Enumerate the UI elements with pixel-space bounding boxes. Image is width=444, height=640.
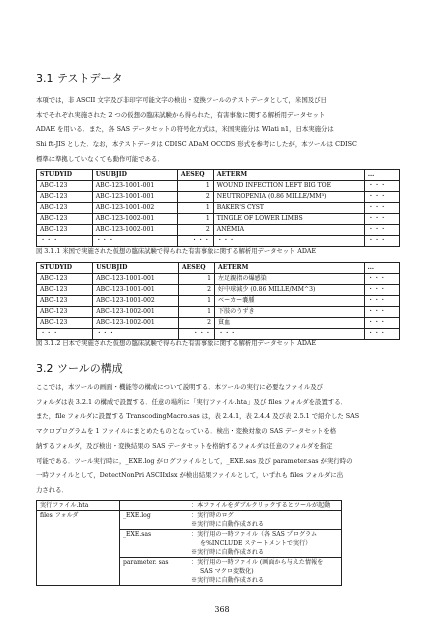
- cell: NEUTROPENIA (0.86 MILLE/MM³): [213, 192, 364, 203]
- para-line: 本項では，非 ASCII 文字及び非印字可能文字の検出・変換ツールのテストデータとして，米国及び日: [36, 96, 327, 104]
- cell: ABC-123: [37, 203, 93, 214]
- para-line: 力される．: [36, 485, 68, 494]
- figure-caption-3-1-1: 図 3.1.1 米国で実施された仮想の臨床試験で得られた有害事象に関する解析用データセット ADAE: [36, 248, 317, 255]
- cell: 1: [177, 181, 213, 192]
- col-header-usubjid: USUBJID: [92, 170, 177, 181]
- cell: ABC-123: [37, 307, 93, 318]
- cell: ABC-123: [37, 274, 93, 285]
- table-row: [37, 274, 400, 285]
- para-line: ここでは，本ツールの画面・機能等の構成について説明する．本ツールの実行に必要なファイル及び: [36, 383, 324, 391]
- table-row: [37, 520, 342, 530]
- table-row: [37, 329, 400, 340]
- table-row: [37, 192, 400, 203]
- cell: 好中球減少 (0.86 MILLE/MM^3): [215, 285, 365, 296]
- cell: ANÉMIA: [213, 225, 364, 236]
- cell: SAS マクロ変数化): [200, 568, 254, 575]
- para-line: また，file フォルダに設置する TranscodingMacro.sas は，表 2.4.1，表 2.4.4 及び表 2.5.1 で紹介した SAS: [36, 412, 360, 421]
- cell: 下肢のうずき: [215, 307, 365, 318]
- cell: 2: [178, 285, 214, 296]
- col-header-aeterm: AETERM: [215, 263, 365, 274]
- section-3-1-paragraph: [36, 93, 414, 167]
- col-header-usubjid: USUBJID: [93, 263, 179, 274]
- cell: parameter. sas: [120, 558, 189, 568]
- cell: ・・・: [92, 236, 177, 247]
- para-line: 一時ファイルとして，DetectNonPri ASCIIxlsx が検出結果ファイルとして，いずれも files フォルダに出: [36, 471, 344, 480]
- cell: [120, 539, 189, 548]
- table-row: [37, 236, 400, 247]
- cell: 1: [177, 214, 213, 225]
- cell: ABC-123: [37, 296, 93, 307]
- page-number: 368: [214, 605, 230, 614]
- cell: [37, 520, 120, 530]
- cell: ・・・: [364, 214, 399, 225]
- para-line: 本でそれぞれ実施された 2 つの仮想の臨床試験から得られた，有害事象に関する解析用データセット: [36, 110, 326, 119]
- cell: BAKER'S CYST: [213, 203, 364, 214]
- cell: ABC-123: [37, 225, 93, 236]
- cell: ABC-123-1001-002: [93, 296, 179, 307]
- adae-jp-table: [36, 262, 400, 340]
- cell: ・・・: [364, 181, 399, 192]
- para-line: マクロプログラムを 1 ファイルにまとめたものとなっている．検出・変換対象の SAS データセットを格: [36, 427, 337, 436]
- para-line: 標準に準拠していなくても動作可能である．: [36, 154, 164, 163]
- cell: ・・・: [213, 236, 364, 247]
- cell: ABC-123: [37, 318, 93, 329]
- cell: ・・・: [177, 236, 213, 247]
- section-3-2-paragraph: [36, 380, 414, 498]
- table-row: [37, 318, 400, 329]
- cell: ABC-123-1002-001: [92, 214, 177, 225]
- cell: [37, 558, 120, 568]
- cell: ：実行時のログ: [191, 512, 234, 519]
- table-row: [37, 501, 342, 511]
- cell: _EXE.log: [123, 512, 151, 519]
- col-header-studyid: STUDYID: [37, 170, 93, 181]
- cell: ・・・: [364, 225, 399, 236]
- cell: ・・・: [364, 307, 399, 318]
- cell: ABC-123: [37, 181, 93, 192]
- cell: 貧血: [215, 318, 365, 329]
- table-row: [37, 539, 342, 548]
- cell: [120, 567, 189, 576]
- cell: ・・・: [364, 296, 399, 307]
- cell: ABC-123-1001-002: [92, 203, 177, 214]
- cell: _EXE.sas: [120, 530, 189, 540]
- cell: ベーカー嚢腫: [215, 296, 365, 307]
- table-row: [37, 203, 400, 214]
- cell: 1: [178, 307, 214, 318]
- section-heading-3-1: 3.1 テストデータ: [36, 72, 123, 85]
- cell: ABC-123-1001-001: [92, 181, 177, 192]
- cell: 左足親指の爆感染: [215, 274, 365, 285]
- table-row: [37, 511, 342, 521]
- cell: 2: [177, 192, 213, 203]
- table-header-row: [37, 170, 400, 181]
- table-row: [37, 558, 342, 568]
- cell: ・・・: [364, 203, 399, 214]
- table-row: [37, 576, 342, 586]
- cell: ※実行時に自動作成される: [191, 577, 265, 584]
- cell: ABC-123-1001-001: [93, 274, 179, 285]
- cell: を%INCLUDE ステートメントで実行）: [200, 540, 312, 547]
- cell: ：実行用の一時ファイル (画面から与えた情報を: [188, 558, 342, 568]
- cell: [120, 520, 189, 530]
- cell: files フォルダ: [37, 511, 120, 521]
- cell: 実行ファイル.hta: [37, 501, 120, 511]
- cell: [120, 548, 189, 558]
- cell: ・・・: [37, 329, 93, 340]
- cell: ・・・: [364, 329, 399, 340]
- col-header-more: ...: [364, 263, 399, 274]
- table-row: [37, 548, 342, 558]
- cell: 2: [177, 225, 213, 236]
- cell: ABC-123: [37, 192, 93, 203]
- figure-caption-3-1-2: 図 3.1.2 日本で実施された仮想の臨床試験で得られた有害事象に関する解析用データセット ADAE: [36, 340, 317, 347]
- cell: 2: [178, 318, 214, 329]
- para-line: 納するフォルダ，及び検出・変換結果の SAS データセットを格納するフォルダは任意のフォルダを指定: [36, 441, 333, 450]
- cell: ・・・: [215, 329, 365, 340]
- col-header-studyid: STUDYID: [37, 263, 93, 274]
- cell: [37, 548, 120, 558]
- cell: ・・・: [364, 318, 399, 329]
- cell: [37, 576, 120, 586]
- cell: [37, 567, 120, 576]
- cell: ※実行時に自動作成される: [191, 521, 265, 528]
- table-row: [37, 530, 342, 540]
- col-header-aeterm: AETERM: [213, 170, 364, 181]
- col-header-aeseq: AESEQ: [177, 170, 213, 181]
- cell: ABC-123-1002-001: [92, 225, 177, 236]
- table-row: [37, 567, 342, 576]
- cell: ・・・: [364, 236, 399, 247]
- cell: 1: [178, 296, 214, 307]
- cell: WOUND INFECTION LEFT BIG TOE: [213, 181, 364, 192]
- cell: ABC-123-1002-001: [93, 318, 179, 329]
- para-line: Shi ft-JIS とした．なお，本テストデータは CDISC ADaM OCCDS 形式を参考にしたが，本ツールは CDISC: [36, 140, 357, 149]
- table-row: [37, 296, 400, 307]
- cell: ABC-123-1001-001: [92, 192, 177, 203]
- cell: ：本ファイルをダブルクリックするとツールが起動: [188, 501, 342, 511]
- cell: ABC-123-1002-001: [93, 307, 179, 318]
- table-row: [37, 214, 400, 225]
- cell: [120, 576, 189, 586]
- section-heading-3-2: 3.2 ツールの構成: [36, 362, 123, 375]
- file-structure-table: [36, 500, 342, 586]
- table-row: [37, 225, 400, 236]
- cell: ※実行時に自動作成される: [191, 549, 265, 556]
- para-line: 可能である．ツール実行時に，_EXE.log がログファイルとして，_EXE.sas 及び parameter.sas が実行時の: [36, 456, 353, 465]
- col-header-aeseq: AESEQ: [178, 263, 214, 274]
- cell: ・・・: [37, 236, 93, 247]
- adae-us-table: [36, 169, 400, 247]
- cell: [37, 539, 120, 548]
- cell: ABC-123-1001-001: [93, 285, 179, 296]
- cell: TINGLE OF LOWER LIMBS: [213, 214, 364, 225]
- cell: ・・・: [364, 285, 399, 296]
- table-row: [37, 285, 400, 296]
- para-line: フォルダは表 3.2.1 の構成で設置する．任意の場所に「実行ファイル.hta」及び files フォルダを設置する．: [36, 397, 348, 406]
- cell: ABC-123: [37, 214, 93, 225]
- cell: 1: [178, 274, 214, 285]
- para-line: ADAE を用いる．また，各 SAS データセットの符号化方式は，米国実施分は Wlati n1，日本実施分は: [36, 125, 334, 134]
- cell: 1: [177, 203, 213, 214]
- cell: ・・・: [364, 192, 399, 203]
- cell: ・・・: [364, 274, 399, 285]
- cell: ：実行用の一時ファイル（各 SAS プログラム: [188, 530, 342, 540]
- cell: [37, 530, 120, 540]
- cell: ABC-123: [37, 285, 93, 296]
- col-header-more: ...: [364, 170, 399, 181]
- cell: [120, 501, 189, 511]
- table-row: [37, 181, 400, 192]
- cell: ・・・: [93, 329, 179, 340]
- table-header-row: [37, 263, 400, 274]
- table-row: [37, 307, 400, 318]
- cell: ・・・: [178, 329, 214, 340]
